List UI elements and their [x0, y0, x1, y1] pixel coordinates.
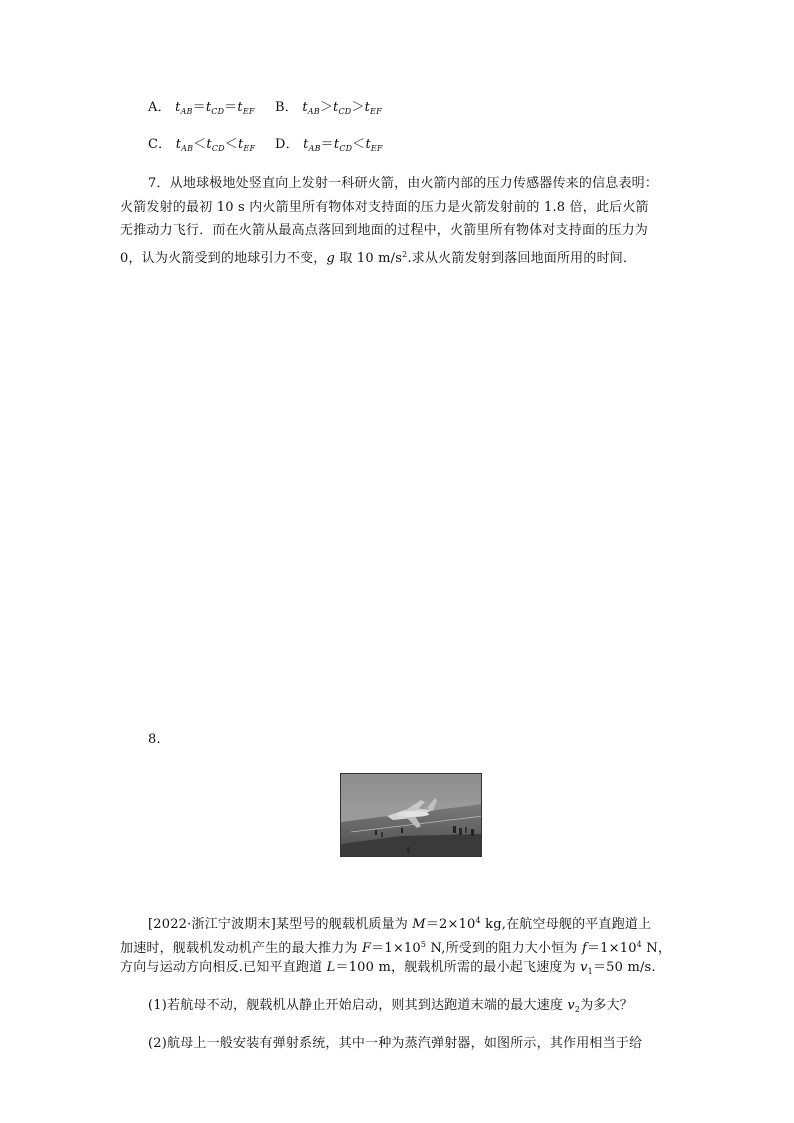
- q8-number: 8.: [148, 732, 161, 747]
- q8-text: ＝2×10: [425, 917, 476, 932]
- var-g: g: [326, 251, 336, 266]
- var-v: v: [580, 960, 588, 975]
- relation: ＝: [192, 100, 206, 115]
- q8-line-1: [148, 912, 651, 934]
- var-t: t: [237, 137, 244, 152]
- option-d-label: D．: [275, 137, 299, 152]
- sub-ef: EF: [243, 144, 256, 153]
- relation: ＝: [224, 100, 238, 115]
- var-t: t: [175, 137, 182, 152]
- relation: ＜: [193, 137, 207, 152]
- option-b-label: B．: [275, 100, 298, 115]
- sub-ab: AB: [308, 144, 321, 153]
- subscript: 2: [574, 1005, 581, 1014]
- q8-line-2: [120, 936, 671, 958]
- q7-text: 0，认为火箭受到的地球引力不变，: [120, 251, 327, 266]
- subscript: 1: [587, 967, 593, 976]
- aircraft-carrier-photo: [340, 773, 482, 857]
- sub-ef: EF: [370, 107, 382, 116]
- option-c: [148, 136, 255, 158]
- var-l: L: [326, 960, 336, 975]
- superscript: 4: [636, 940, 642, 949]
- q8-text: ＝50 m/s.: [592, 960, 656, 975]
- q8-text: [2022·浙江宁波期末]某型号的舰载机质量为: [148, 917, 413, 932]
- var-v: v: [567, 998, 575, 1013]
- q8-text: ＝1×10: [371, 941, 421, 956]
- sub-cd: CD: [338, 107, 352, 116]
- q8-line-3: [120, 959, 656, 981]
- carrier-deck-image: [341, 774, 482, 857]
- superscript: 5: [420, 940, 427, 949]
- var-t: t: [333, 100, 339, 115]
- q7-line-2: 火箭发射的最初 10 s 内火箭里所有物体对支持面的压力是火箭发射前的 1.8 倍，此后火箭: [120, 200, 649, 215]
- relation: ＜: [352, 137, 366, 152]
- q8-text: N，: [641, 941, 672, 956]
- var-m: M: [412, 917, 426, 932]
- option-a-label: A．: [148, 100, 171, 115]
- q8-text: 为多大？: [580, 998, 634, 1013]
- q7-line-3: 无推动力飞行．而在火箭从最高点落回到地面的过程中，火箭里所有物体对支持面的压力为: [120, 223, 649, 238]
- superscript: 4: [475, 916, 481, 925]
- option-d: [275, 136, 383, 158]
- q8-text: 加速时，舰载机发动机产生的最大推力为: [120, 941, 362, 956]
- relation: ＞: [319, 100, 334, 115]
- relation: ＝: [320, 137, 334, 152]
- sub-ab: AB: [307, 107, 320, 116]
- option-b: [275, 99, 382, 121]
- q7-text: .求从火箭发射到落回地面所用的时间．: [407, 251, 637, 266]
- var-t: t: [364, 100, 371, 115]
- q8-text: N,所受到的阻力大小恒为: [426, 941, 582, 956]
- q7-text: 取 10 m/s: [335, 251, 403, 266]
- var-t: t: [175, 100, 181, 115]
- sub-cd: CD: [339, 144, 353, 153]
- sub-cd: CD: [211, 107, 225, 116]
- var-t: t: [303, 137, 309, 152]
- superscript: 2: [402, 250, 408, 259]
- relation: ＜: [224, 137, 238, 152]
- var-t: t: [237, 100, 243, 115]
- q8-part-1: [148, 997, 633, 1019]
- relation: ＞: [351, 100, 365, 115]
- var-f-thrust: F: [361, 941, 372, 956]
- q7-line-1: 7．从地球极地处竖直向上发射一科研火箭，由火箭内部的压力传感器传来的信息表明：: [148, 176, 659, 191]
- q8-text: 方向与运动方向相反.已知平直跑道: [120, 960, 327, 975]
- sub-cd: CD: [211, 144, 225, 153]
- q8-text: ＝1×10: [586, 941, 637, 956]
- var-t: t: [302, 100, 308, 115]
- q8-text: kg,在航空母舰的平直跑道上: [480, 917, 652, 932]
- sub-ab: AB: [181, 144, 194, 153]
- var-t: t: [333, 137, 340, 152]
- var-t: t: [365, 137, 371, 152]
- option-a: [148, 99, 255, 121]
- sub-ab: AB: [180, 107, 193, 116]
- q7-line-4: [120, 246, 636, 268]
- var-t: t: [206, 137, 212, 152]
- sub-ef: EF: [370, 144, 383, 153]
- q8-part-2: (2)航母上一般安装有弹射系统，其中一种为蒸汽弹射器，如图所示，其作用相当于给: [148, 1036, 643, 1051]
- q8-text: (1)若航母不动，舰载机从静止开始启动，则其到达跑道末端的最大速度: [148, 998, 568, 1013]
- var-f-resist: f: [581, 941, 587, 956]
- sub-ef: EF: [242, 107, 255, 116]
- var-t: t: [205, 100, 212, 115]
- option-c-label: C．: [148, 137, 172, 152]
- q8-text: ＝100 m，舰载机所需的最小起飞速度为: [335, 960, 581, 975]
